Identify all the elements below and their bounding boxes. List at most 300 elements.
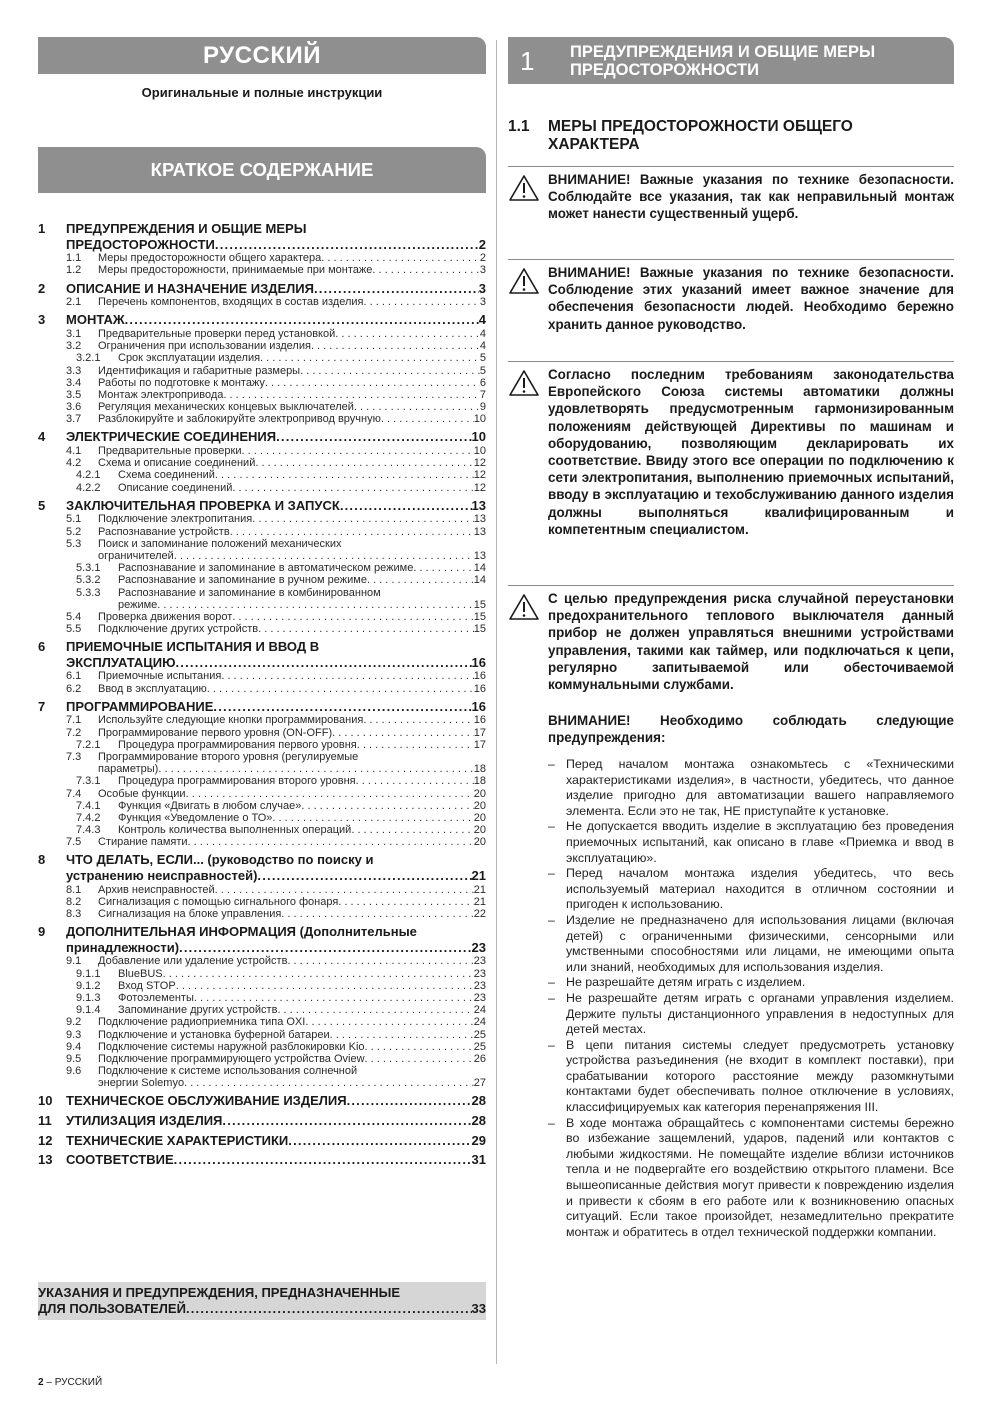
toc-entry-number: 7 — [38, 698, 46, 714]
toc-entry-page: 25 — [473, 1040, 486, 1053]
toc-entry-title: ограничителей — [98, 549, 174, 562]
toc-leader-dots — [207, 683, 474, 695]
toc-leader-dots — [372, 264, 479, 276]
toc-entry-page: 31 — [471, 1152, 486, 1168]
toc-entry-title: Ввод в эксплуатацию — [98, 682, 207, 695]
toc-entry-number: 5.2 — [66, 525, 82, 538]
toc-leader-dots — [255, 457, 473, 469]
toc-leader-dots — [230, 526, 474, 538]
toc-entry-page: 12 — [473, 469, 486, 482]
toc-entry[interactable] — [38, 365, 486, 377]
toc-entry[interactable] — [38, 623, 486, 635]
toc-entry-page: 13 — [473, 525, 486, 538]
toc-entry-number: 2 — [38, 280, 46, 296]
toc-entry-title: Фотоэлементы — [118, 991, 194, 1004]
toc-leader-dots — [347, 1093, 472, 1109]
toc-entry[interactable] — [38, 896, 486, 908]
toc-entry[interactable] — [38, 670, 486, 682]
toc-entry-title: Приемочные испытания — [98, 670, 222, 683]
toc-entry[interactable] — [38, 513, 486, 525]
toc-entry[interactable] — [38, 562, 486, 574]
toc-entry-title: Работы по подготовке к монтажу — [98, 376, 265, 389]
section-title-line: ХАРАКТЕРА — [548, 136, 640, 153]
toc-entry-title: Программирование первого уровня (ON-OFF) — [98, 726, 333, 739]
toc-entry-title: Сигнализация на блоке управления — [98, 908, 282, 921]
toc-entry-title: ЭКСПЛУАТАЦИЮ — [66, 654, 176, 670]
chapter-banner — [508, 37, 954, 84]
toc-leader-dots — [175, 655, 471, 671]
toc-entry-page: 4 — [479, 340, 486, 353]
toc-title: КРАТКОЕ СОДЕРЖАНИЕ — [38, 147, 486, 193]
toc-entry[interactable] — [38, 1016, 486, 1028]
toc-entry-page: 7 — [479, 388, 486, 401]
toc-entry-page: 29 — [471, 1132, 486, 1148]
toc-entry-title: BlueBUS — [118, 967, 163, 980]
toc-entry-number: 9.5 — [66, 1052, 82, 1065]
toc-entry[interactable] — [38, 587, 486, 599]
toc-entry-title: Схема соединений — [118, 469, 215, 482]
toc-entry-title: ТЕХНИЧЕСКИЕ ХАРАКТЕРИСТИКИ — [66, 1132, 289, 1148]
toc-leader-dots — [300, 365, 480, 377]
toc-leader-dots — [186, 788, 474, 800]
toc-leader-dots — [194, 992, 474, 1004]
toc-entry-page: 12 — [473, 481, 486, 494]
toc-entry-page: 14 — [473, 574, 486, 587]
section-title-line: МЕРЫ ПРЕДОСТОРОЖНОСТИ ОБЩЕГО — [548, 118, 853, 135]
toc-entry-number: 7.4.2 — [76, 811, 101, 824]
toc-entry-title: ПРОГРАММИРОВАНИЕ — [66, 698, 214, 714]
list-item: – Изделие не предназначено для использования лицами (включая детей) с ограниченными физическими, сенсорными или умственными способностями или лицами, не имеющими опыта или знаний, необходимых для использования изделия. — [548, 913, 954, 975]
toc-entry[interactable] — [38, 639, 486, 655]
toc-entry-title: ПРЕДОСТОРОЖНОСТИ — [66, 236, 215, 252]
toc-leader-dots — [305, 1016, 473, 1028]
footer-page-number: 2 — [38, 1377, 44, 1388]
toc-entry[interactable] — [38, 498, 486, 514]
toc-leader-dots — [184, 1077, 474, 1089]
toc-entry[interactable] — [38, 340, 486, 352]
toc-entry-title: устранению неисправностей) — [66, 868, 258, 884]
toc-entry-title: Предварительные проверки — [98, 445, 242, 458]
toc-entry-page: 17 — [473, 738, 486, 751]
toc-leader-dots — [356, 775, 474, 787]
footer-language: РУССКИЙ — [54, 1377, 103, 1388]
toc-entry[interactable] — [38, 751, 486, 763]
toc-leader-dots — [215, 469, 474, 481]
toc-entry[interactable] — [38, 445, 486, 457]
toc-entry[interactable] — [38, 824, 486, 836]
toc-entry-number: 3 — [38, 312, 46, 328]
toc-entry-page: 16 — [471, 654, 486, 670]
toc-entry[interactable] — [38, 377, 486, 389]
toc-entry-number: 3.2 — [66, 340, 82, 353]
toc-entry[interactable] — [38, 401, 486, 413]
toc-leader-dots — [413, 562, 473, 574]
toc-entry-number: 9.1.4 — [76, 1004, 101, 1017]
list-item: – Не допускается вводить изделие в эксплуатацию без проведения приемочных испытаний, как описано в главе «Приемка и ввод в эксплуатацию». — [548, 819, 954, 866]
toc-entry-page: 24 — [473, 1004, 486, 1017]
toc-entry[interactable] — [38, 727, 486, 739]
toc-entry[interactable] — [38, 599, 486, 611]
chapter-title-line: ПРЕДОСТОРОЖНОСТИ — [570, 61, 759, 79]
toc-leader-dots — [232, 482, 473, 494]
toc-entry-number: 9.4 — [66, 1040, 82, 1053]
toc-entry-page: 15 — [473, 610, 486, 623]
toc-entry-page: 26 — [473, 1052, 486, 1065]
toc-entry[interactable] — [38, 940, 486, 956]
toc-entry[interactable] — [38, 1133, 486, 1149]
toc-entry-title: Распознавание и запоминание в ручном режиме — [118, 574, 367, 587]
toc-entry-number: 6.1 — [66, 670, 82, 683]
toc-entry-page: 16 — [473, 714, 486, 727]
toc-entry[interactable] — [38, 482, 486, 494]
toc-entry-title: Разблокируйте и заблокируйте электропривод вручную — [98, 413, 381, 426]
list-item: – В цепи питания системы следует предусмотреть установку устройства разъединения (не входит в комплект поставки), при срабатывании которого расстояние между разомкнутыми контактами будет обеспечивать полное отключение в условиях, классифицируемых как категория перенапряжения III. — [548, 1038, 954, 1116]
toc-entry-page: 17 — [473, 726, 486, 739]
toc-leader-dots — [381, 413, 474, 425]
toc-entry-number: 8.2 — [66, 895, 82, 908]
toc-entry[interactable] — [38, 526, 486, 538]
toc-entry-title: Подключение радиоприемника типа OXI — [98, 1016, 306, 1029]
toc-entry-page: 20 — [473, 787, 486, 800]
toc-entry-title: Подключение системы наружной разблокировки Kio — [98, 1040, 365, 1053]
toc-entry-page: 13 — [473, 513, 486, 526]
toc-entry[interactable] — [38, 1077, 486, 1089]
toc-entry-number: 3.1 — [66, 327, 82, 340]
toc-entry[interactable] — [38, 924, 486, 940]
toc-entry-number: 7.4.3 — [76, 824, 101, 837]
toc-entry-number: 5.3.3 — [76, 586, 101, 599]
toc-leader-dots — [365, 1053, 474, 1065]
toc-entry[interactable] — [38, 884, 486, 896]
toc-entry-title: параметры) — [98, 763, 159, 776]
toc-entry[interactable] — [38, 296, 486, 308]
toc-entry-number: 9.1 — [66, 955, 82, 968]
toc-entry[interactable] — [38, 429, 486, 445]
toc-entry[interactable] — [38, 852, 486, 868]
toc-entry-number: 8 — [38, 852, 46, 868]
toc-entry-title: Вход STOP — [118, 979, 176, 992]
toc-entry-title: принадлежности) — [66, 939, 180, 955]
toc-entry[interactable] — [38, 1041, 486, 1053]
toc-entry[interactable] — [38, 763, 486, 775]
toc-entry-title: ЧТО ДЕЛАТЬ, ЕСЛИ... (руководство по поиску и — [66, 852, 374, 868]
toc-entry[interactable] — [38, 968, 486, 980]
toc-entry-title: Предварительные проверки перед установкой — [98, 327, 336, 340]
toc-entry-number: 3.6 — [66, 401, 82, 414]
toc-entry-number: 5 — [38, 497, 46, 513]
warning-text: С целью предупреждения риска случайной переустановки предохранительного теплового выключателя данный прибор не должен управляться внешними устройствами управления, такими как таймер, или подключаться к цепи, регулярно запитываемой или обесточиваемой коммунальными службами. — [548, 591, 954, 693]
language-banner: РУССКИЙ — [38, 37, 486, 74]
toc-entry[interactable] — [38, 550, 486, 562]
toc-entry-title: Функция «Уведомление о ТО» — [118, 811, 273, 824]
toc-entry[interactable] — [38, 1301, 486, 1317]
list-item: – В ходе монтажа обращайтесь с компонентами системы бережно во избежание защемлений, ударов, падений или контактов с любыми жидкостями. Не помещайте изделие вблизи источников тепла и не подвергайте его воздействию открытого пламени. Все вышеописанные действия могут привести к повреждению изделия и привести к сбоям в его работе или к возникновению опасных ситуаций. Если такое произойдет, незамедлительно прекратите монтаж и обратитесь в отдел технической поддержки компании. — [548, 1116, 954, 1241]
toc-entry[interactable] — [38, 281, 486, 297]
toc-entry-number: 3.2.1 — [76, 352, 101, 365]
toc-entry-title: Используйте следующие кнопки программирования — [98, 714, 364, 727]
warning-triangle-icon — [508, 267, 540, 295]
toc-leader-dots — [232, 611, 473, 623]
toc-entry-number: 3.5 — [66, 388, 82, 401]
column-divider — [496, 40, 497, 1364]
toc-leader-dots — [176, 980, 474, 992]
toc-entry-title: Распознавание и запоминание в комбинированном — [118, 586, 381, 599]
list-item: – Не разрешайте детям играть с органами управления изделием. Держите пульты дистанционного управления в недоступных для детей местах. — [548, 991, 954, 1038]
toc-entry[interactable] — [38, 699, 486, 715]
footer-separator: – — [43, 1377, 55, 1388]
toc-leader-dots — [186, 1301, 472, 1317]
toc-entry-number: 4 — [38, 429, 46, 445]
toc-entry[interactable] — [38, 538, 486, 550]
toc-entry-number: 5.4 — [66, 610, 82, 623]
toc-entry-page: 24 — [473, 1016, 486, 1029]
toc-entry-number: 5.1 — [66, 513, 82, 526]
toc-leader-dots — [215, 237, 479, 253]
toc-leader-dots — [242, 445, 474, 457]
toc-entry-title: Регуляция механических концевых выключателей — [98, 401, 354, 414]
toc-leader-dots — [272, 812, 473, 824]
toc-leader-dots — [288, 1133, 471, 1149]
toc-entry[interactable] — [38, 1004, 486, 1016]
toc-leader-dots — [258, 623, 474, 635]
toc-entry[interactable] — [38, 413, 486, 425]
toc-entry[interactable] — [38, 389, 486, 401]
toc-entry[interactable] — [38, 221, 486, 237]
toc-entry-title: МОНТАЖ — [66, 312, 125, 328]
toc-leader-dots — [363, 296, 479, 308]
toc-entry-page: 10 — [473, 445, 486, 458]
toc-entry-number: 9.2 — [66, 1016, 82, 1029]
toc-entry[interactable] — [38, 775, 486, 787]
toc-entry-title: Распознавание и запоминание в автоматическом режиме — [118, 562, 414, 575]
toc-entry-title: ДЛЯ ПОЛЬЗОВАТЕЛЕЙ — [38, 1300, 186, 1316]
warning-triangle-icon — [508, 593, 540, 621]
toc-leader-dots — [332, 727, 474, 739]
toc-entry-page: 3 — [479, 296, 486, 309]
chapter-title-line: ПРЕДУПРЕЖДЕНИЯ И ОБЩИЕ МЕРЫ — [570, 43, 876, 61]
toc-leader-dots — [365, 1041, 474, 1053]
toc-leader-dots — [260, 352, 480, 364]
toc-leader-dots — [174, 550, 474, 562]
toc-entry[interactable] — [38, 264, 486, 276]
toc-leader-dots — [357, 739, 474, 751]
toc-entry-number: 13 — [38, 1152, 53, 1168]
toc-leader-dots — [265, 377, 480, 389]
toc-entry[interactable] — [38, 1065, 486, 1077]
warning-divider — [508, 585, 954, 586]
toc-entry-page: 23 — [473, 991, 486, 1004]
warning-divider — [508, 166, 954, 167]
toc-entry-page: 4 — [478, 312, 486, 328]
toc-leader-dots — [223, 389, 479, 401]
toc-entry-page: 5 — [479, 364, 486, 377]
toc-entry-title: Меры предосторожности общего характера — [98, 252, 322, 265]
toc-entry-number: 5.3.1 — [76, 562, 101, 575]
toc-entry-title: Запоминание других устройств — [118, 1004, 278, 1017]
page-footer — [38, 1377, 102, 1388]
toc-entry-page: 23 — [473, 979, 486, 992]
toc-entry-page: 16 — [473, 682, 486, 695]
toc-entry[interactable] — [38, 457, 486, 469]
toc-entry-page: 18 — [473, 775, 486, 788]
section-title — [548, 118, 853, 154]
toc-entry[interactable] — [38, 955, 486, 967]
chapter-number: 1 — [520, 46, 535, 76]
toc-entry-page: 20 — [473, 799, 486, 812]
original-instructions-note: Оригинальные и полные инструкции — [141, 85, 383, 100]
toc-entry[interactable] — [38, 655, 486, 671]
toc-entry-number: 6.2 — [66, 682, 82, 695]
chapter-title — [570, 43, 875, 79]
toc-entry-number: 9.1.3 — [76, 991, 101, 1004]
toc-entry-title: ДОПОЛНИТЕЛЬНАЯ ИНФОРМАЦИЯ (Дополнительные — [66, 924, 417, 940]
toc-entry-number: 11 — [38, 1113, 52, 1129]
table-of-contents — [38, 221, 486, 1168]
toc-entry-title: Распознавание устройств — [98, 525, 230, 538]
toc-entry[interactable] — [38, 1053, 486, 1065]
warning-triangle-icon — [508, 174, 540, 202]
toc-entry-page: 21 — [473, 895, 486, 908]
warning-triangle-icon — [508, 369, 540, 397]
toc-leader-dots — [157, 599, 473, 611]
toc-entry-page: 28 — [471, 1093, 486, 1109]
toc-entry[interactable] — [38, 868, 486, 884]
toc-entry[interactable] — [38, 812, 486, 824]
toc-entry-title: режиме — [118, 598, 158, 611]
toc-entry-number: 9.6 — [66, 1065, 82, 1078]
attention-heading: ВНИМАНИЕ! Необходимо соблюдать следующие предупреждения: — [548, 713, 954, 746]
toc-leader-dots — [215, 884, 474, 896]
toc-entry-title: Подключение других устройств — [98, 623, 259, 636]
toc-entry-title: Особые функции — [98, 787, 186, 800]
toc-entry-number: 9.3 — [66, 1028, 82, 1041]
toc-entry-page: 25 — [473, 1028, 486, 1041]
toc-entry-number: 4.1 — [66, 445, 82, 458]
toc-entry-number: 3.3 — [66, 364, 82, 377]
toc-entry-title: СООТВЕТСТВИЕ — [66, 1152, 174, 1168]
toc-entry-title: ЗАКЛЮЧИТЕЛЬНАЯ ПРОВЕРКА И ЗАПУСК — [66, 497, 340, 513]
toc-entry[interactable] — [38, 611, 486, 623]
warning-divider — [508, 361, 954, 362]
toc-entry[interactable] — [38, 1029, 486, 1041]
toc-entry[interactable] — [38, 788, 486, 800]
toc-entry[interactable] — [38, 714, 486, 726]
toc-entry-title: ПРЕДУПРЕЖДЕНИЯ И ОБЩИЕ МЕРЫ — [66, 221, 307, 236]
toc-entry-page: 10 — [473, 413, 486, 426]
toc-entry-page: 6 — [479, 376, 486, 389]
toc-leader-dots — [257, 868, 471, 884]
toc-entry-page: 23 — [473, 955, 486, 968]
toc-entry-title: Перечень компонентов, входящих в состав изделия — [98, 296, 364, 309]
toc-entry-page: 15 — [473, 598, 486, 611]
toc-entry-number: 1.1 — [66, 252, 82, 265]
toc-entry-number: 10 — [38, 1093, 53, 1109]
toc-leader-dots — [158, 763, 473, 775]
list-item: – Не разрешайте детям играть с изделием. — [548, 975, 954, 991]
toc-entry-number: 3.4 — [66, 376, 82, 389]
toc-entry[interactable] — [38, 237, 486, 253]
toc-entry-page: 12 — [473, 457, 486, 470]
toc-entry-number: 9 — [38, 924, 46, 940]
warning-text: ВНИМАНИЕ! Важные указания по технике безопасности. Соблюдайте все указания, так как неправильный монтаж может нанести существенный ущерб. — [548, 172, 954, 222]
toc-entry[interactable] — [38, 312, 486, 328]
toc-entry-number: 6 — [38, 639, 46, 655]
warning-divider — [508, 259, 954, 260]
toc-entry-title: Функция «Двигать в любом случае» — [118, 799, 302, 812]
toc-entry[interactable] — [38, 908, 486, 920]
toc-entry[interactable] — [38, 574, 486, 586]
toc-entry-number: 2.1 — [66, 296, 82, 309]
precautions-list — [548, 757, 954, 1240]
toc-entry-page: 20 — [473, 811, 486, 824]
toc-leader-dots — [277, 1004, 473, 1016]
toc-leader-dots — [125, 312, 479, 328]
toc-entry-title: Процедура программирования первого уровня — [118, 738, 357, 751]
toc-entry-title: Стирание памяти — [98, 836, 188, 849]
toc-entry[interactable] — [38, 1093, 486, 1109]
toc-entry-title: энергии Solemyo — [98, 1077, 185, 1090]
toc-entry-page: 2 — [478, 236, 486, 252]
toc-entry-title: Программирование второго уровня (регулируемые — [98, 750, 359, 763]
toc-leader-dots — [314, 281, 479, 297]
toc-entry[interactable] — [38, 992, 486, 1004]
toc-entry[interactable] — [38, 328, 486, 340]
toc-leader-dots — [222, 1113, 471, 1129]
toc-entry-number: 7.3.1 — [76, 775, 101, 788]
toc-entry-number: 5.5 — [66, 623, 82, 636]
toc-entry-number: 7.5 — [66, 836, 82, 849]
toc-entry-page: 3 — [478, 280, 486, 296]
toc-leader-dots — [338, 896, 473, 908]
toc-entry-page: 14 — [473, 562, 486, 575]
toc-leader-dots — [354, 401, 480, 413]
toc-entry-number: 4.2 — [66, 457, 82, 470]
toc-entry[interactable] — [38, 800, 486, 812]
toc-leader-dots — [340, 498, 472, 514]
toc-entry-title: Срок эксплуатации изделия — [118, 352, 261, 365]
toc-entry[interactable] — [38, 1113, 486, 1129]
toc-entry-title: Схема и описание соединений — [98, 457, 256, 470]
toc-entry-title: Меры предосторожности, принимаемые при монтаже — [98, 264, 373, 277]
toc-entry[interactable] — [38, 836, 486, 848]
toc-entry-title: Монтаж электропривода — [98, 388, 224, 401]
toc-entry-title: УКАЗАНИЯ И ПРЕДУПРЕЖДЕНИЯ, ПРЕДНАЗНАЧЕННЫЕ — [38, 1285, 401, 1300]
toc-entry-title: ОПИСАНИЕ И НАЗНАЧЕНИЕ ИЗДЕЛИЯ — [66, 280, 314, 296]
toc-leader-dots — [174, 1152, 472, 1168]
toc-entry[interactable] — [38, 683, 486, 695]
toc-entry-page: 15 — [473, 623, 486, 636]
toc-entry[interactable] — [38, 1285, 486, 1301]
toc-entry-title: Подключение к системе использования солнечной — [98, 1065, 358, 1078]
toc-entry-page: 20 — [473, 836, 486, 849]
toc-entry-title: УТИЛИЗАЦИЯ ИЗДЕЛИЯ — [66, 1113, 223, 1129]
toc-entry-title: Ограничения при использовании изделия — [98, 340, 311, 353]
toc-entry[interactable] — [38, 980, 486, 992]
toc-entry-number: 12 — [38, 1132, 53, 1148]
toc-entry[interactable] — [38, 469, 486, 481]
toc-leader-dots — [351, 824, 473, 836]
toc-entry[interactable] — [38, 1152, 486, 1168]
toc-entry[interactable] — [38, 352, 486, 364]
toc-entry-page: 4 — [479, 327, 486, 340]
toc-entry-title: Архив неисправностей — [98, 883, 215, 896]
toc-entry[interactable] — [38, 252, 486, 264]
toc-entry-number: 1.2 — [66, 264, 82, 277]
toc-leader-dots — [301, 800, 473, 812]
toc-entry-page: 16 — [473, 670, 486, 683]
toc-entry-number: 4.2.1 — [76, 469, 101, 482]
toc-entry[interactable] — [38, 739, 486, 751]
